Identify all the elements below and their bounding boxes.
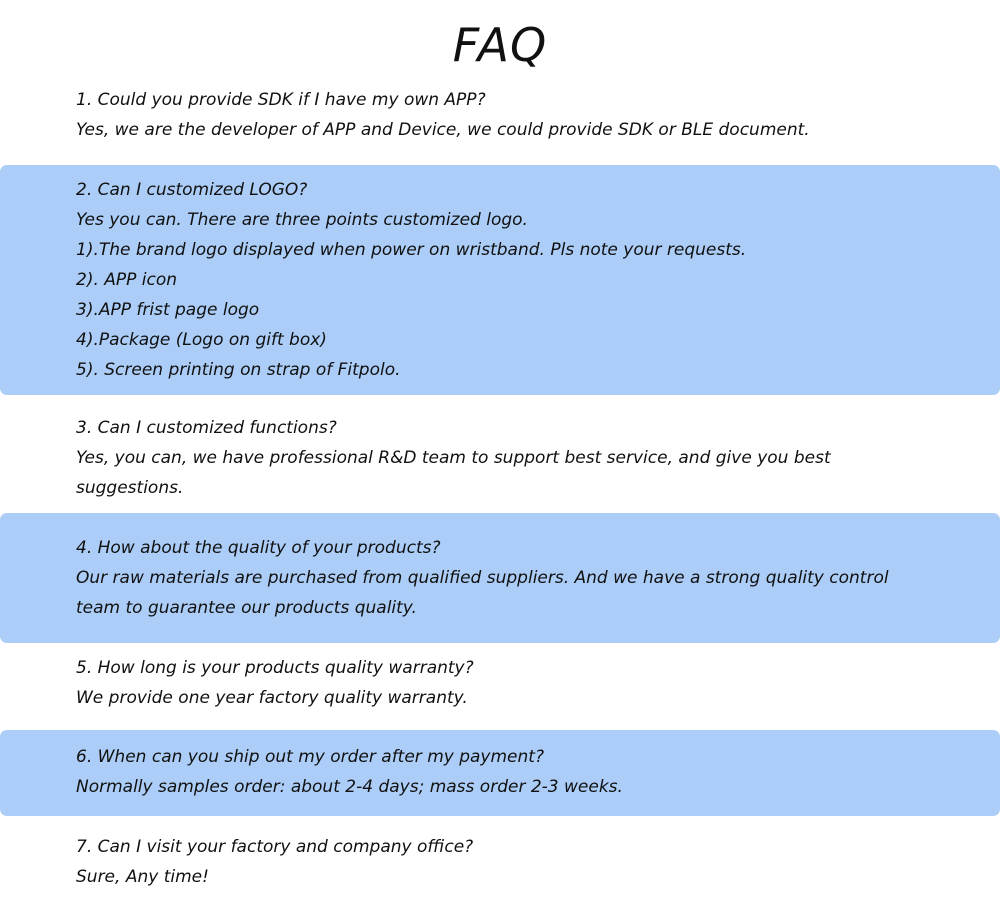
faq-answer-line: 1).The brand logo displayed when power on wristband. Pls note your requests. (76, 240, 747, 260)
faq-answer-line: Our raw materials are purchased from qualified suppliers. And we have a strong quality control (76, 568, 889, 588)
faq-answer-line: Sure, Any time! (76, 867, 209, 887)
faq-answer-line: 5). Screen printing on strap of Fitpolo. (76, 360, 401, 380)
faq-item-7 (0, 832, 1000, 892)
faq-answer-line: We provide one year factory quality warranty. (76, 688, 468, 708)
faq-item-6 (0, 730, 1000, 816)
faq-item-5 (0, 653, 1000, 713)
faq-answer-line: Yes you can. There are three points customized logo. (76, 210, 528, 230)
faq-question: 6. When can you ship out my order after my payment? (76, 747, 544, 767)
faq-item-4 (0, 513, 1000, 643)
faq-answer-line: suggestions. (76, 478, 184, 498)
faq-answer-line: Yes, we are the developer of APP and Device, we could provide SDK or BLE document. (76, 120, 810, 140)
faq-answer-line: 2). APP icon (76, 270, 178, 290)
faq-question: 4. How about the quality of your products? (76, 538, 441, 558)
faq-question: 5. How long is your products quality warranty? (76, 658, 474, 678)
faq-question: 3. Can I customized functions? (76, 418, 337, 438)
faq-question: 2. Can I customized LOGO? (76, 180, 308, 200)
faq-item-1 (0, 85, 1000, 145)
faq-answer-line: Yes, you can, we have professional R&D team to support best service, and give you best (76, 448, 831, 468)
faq-item-3 (0, 413, 1000, 503)
faq-answer-line: team to guarantee our products quality. (76, 598, 417, 618)
page-title: FAQ (452, 18, 548, 72)
faq-question: 7. Can I visit your factory and company office? (76, 837, 474, 857)
faq-answer-line: Normally samples order: about 2-4 days; mass order 2-3 weeks. (76, 777, 623, 797)
faq-item-2 (0, 165, 1000, 395)
faq-question: 1. Could you provide SDK if I have my own APP? (76, 90, 486, 110)
faq-answer-line: 4).Package (Logo on gift box) (76, 330, 327, 350)
faq-answer-line: 3).APP frist page logo (76, 300, 260, 320)
